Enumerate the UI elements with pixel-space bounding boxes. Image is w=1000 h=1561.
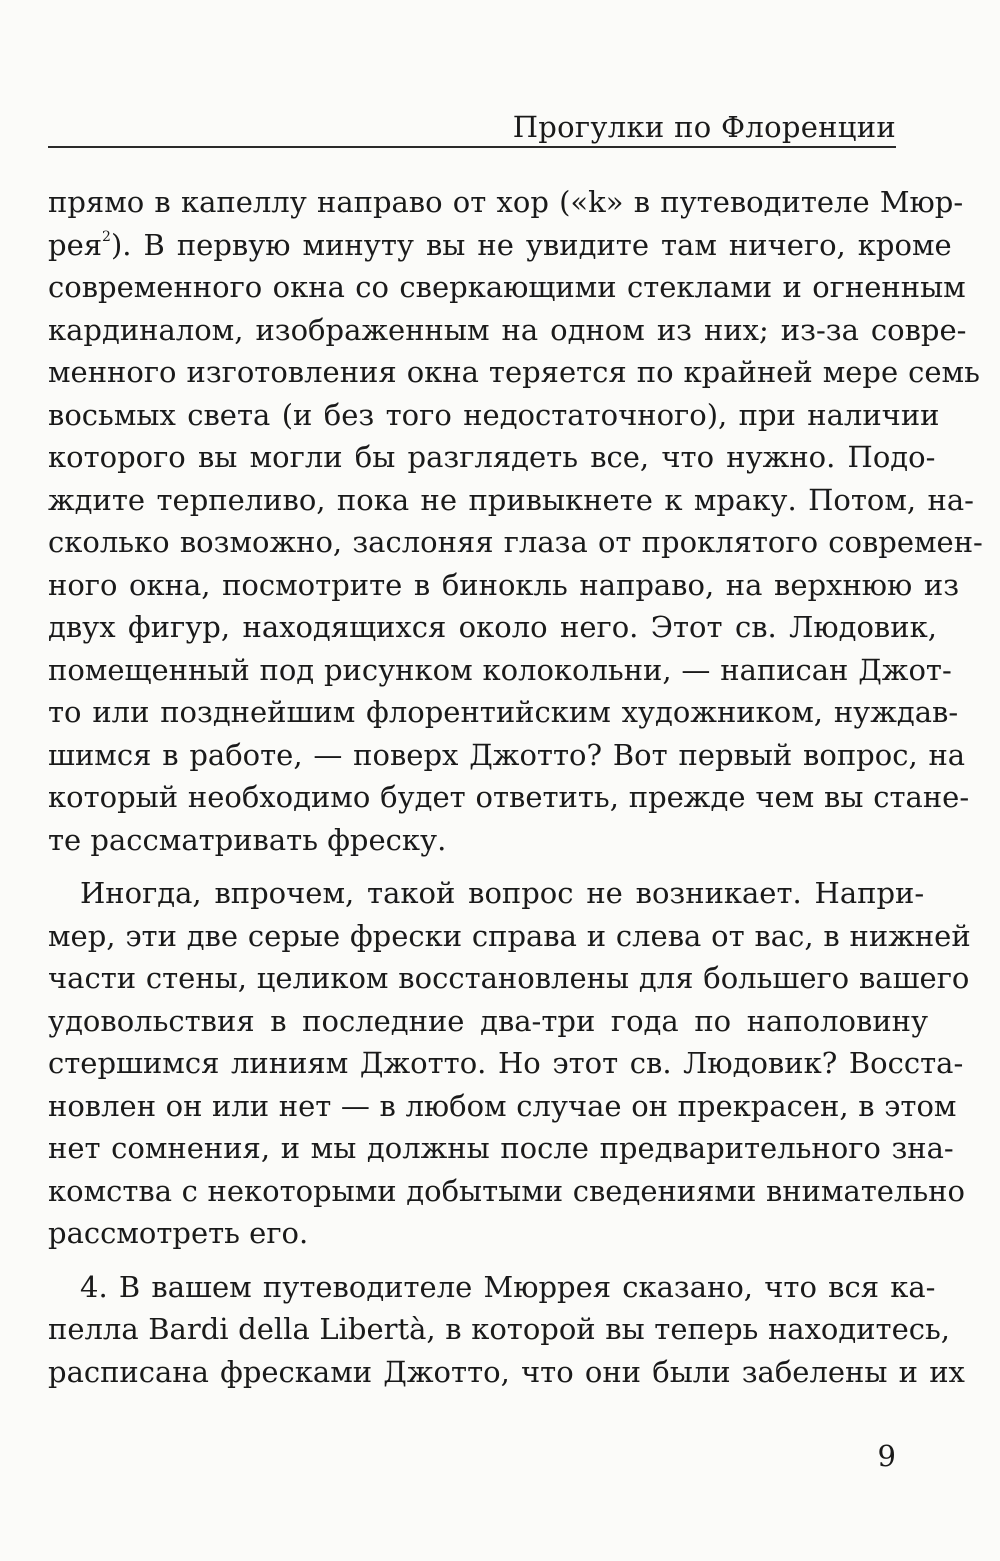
text-line: комства с некоторыми добытыми сведениями внимательно [48,1173,965,1208]
text-line: сколько возможно, заслоняя глаза от проклятого современ- [48,525,983,559]
text-line: шимся в работе, — поверх Джотто? Вот первый вопрос, на [48,737,966,772]
running-title: Прогулки по Флоренции [512,110,896,144]
text-line: пелла Bardi della Libertà, в которой вы теперь находитесь, [48,1312,951,1346]
text-line: ного окна, посмотрите в бинокль направо, на верхнюю из [48,567,960,602]
text-fragment: рея [48,227,103,262]
body-text [48,181,983,1393]
text-line: которого вы могли бы разглядеть все, что нужно. Подо- [48,440,936,474]
text-line: расписана фресками Джотто, что они были забелены и их [48,1354,965,1389]
text-line: помещенный под рисунком колокольни, — написан Джот- [48,652,952,687]
text-line: менного изготовления окна теряется по крайней мере семь [48,355,980,389]
text-line: те рассматривать фреску. [48,822,447,857]
page-number: 9 [877,1439,896,1473]
text-line: нет сомнения, и мы должны после предварительного зна- [48,1131,954,1165]
text-line: рассмотреть его. [48,1216,309,1250]
footnote-marker: 2 [102,228,111,245]
text-line: части стены, целиком восстановлены для большего вашего [48,961,970,995]
text-line: 4. В вашем путеводителе Мюррея сказано, что вся ка- [80,1269,936,1304]
text-line: то или позднейшим флорентийским художником, нуждав- [48,695,959,729]
text-line: стершимся линиям Джотто. Но этот св. Людовик? Восста- [48,1046,964,1080]
text-line: ждите терпеливо, пока не привыкнете к мраку. Потом, на- [48,482,974,517]
text-line: кардиналом, изображенным на одном из них; из-за совре- [48,312,967,347]
text-line: новлен он или нет — в любом случае он прекрасен, в этом [48,1088,957,1123]
text-line: который необходимо будет ответить, прежде чем вы стане- [48,780,970,814]
text-line: двух фигур, находящихся около него. Этот св. Людовик, [48,610,937,644]
text-fragment: ). В первую минуту вы не увидите там ничего, кроме [110,227,952,262]
text-line: прямо в капеллу направо от хор («k» в путеводителе Мюр- [48,185,964,219]
text-line: восьмых света (и без того недостаточного), при наличии [48,397,940,432]
text-line: мер, эти две серые фрески справа и слева от вас, в нижней [48,918,971,953]
text-line: современного окна со сверкающими стеклами и огненным [48,270,966,304]
running-header [48,106,896,148]
text-line: удовольствия в последние два-три года по наполовину [48,1003,929,1038]
text-line [48,224,952,267]
text-line: Иногда, впрочем, такой вопрос не возникает. Напри- [80,876,925,910]
